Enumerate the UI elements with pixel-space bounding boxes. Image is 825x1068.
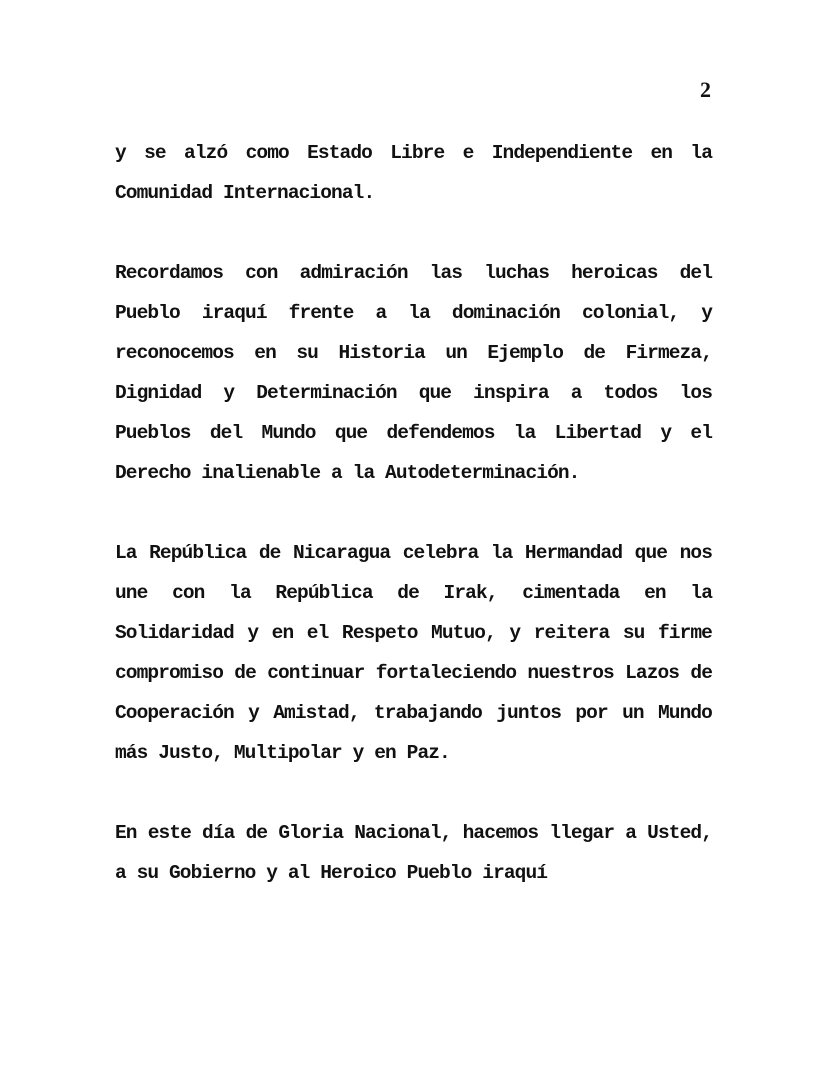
paragraph-struggles: Recordamos con admiración las luchas heroicas del Pueblo iraquí frente a la dominación colonial, y reconocemos en su Historia un Ejemplo de Firmeza, Dignidad y Determinación que inspira a todos los Pueblos del Mundo que defendemos la Libertad y el Derecho inalienable a la Autodeterminación. xyxy=(115,262,712,484)
letter-body xyxy=(115,133,712,933)
paragraph-brotherhood: La República de Nicaragua celebra la Hermandad que nos une con la República de Irak, cimentada en la Solidaridad y en el Respeto Mutuo, y reitera su firme compromiso de continuar fortaleciendo nuestros Lazos de Cooperación y Amistad, trabajando juntos por un Mundo más Justo, Multipolar y en Paz. xyxy=(115,542,712,764)
page-number: 2 xyxy=(700,77,711,102)
paragraph-independence: y se alzó como Estado Libre e Independiente en la Comunidad Internacional. xyxy=(115,142,712,204)
paragraph-greeting: En este día de Gloria Nacional, hacemos llegar a Usted, a su Gobierno y al Heroico Pueblo iraquí xyxy=(115,822,712,884)
